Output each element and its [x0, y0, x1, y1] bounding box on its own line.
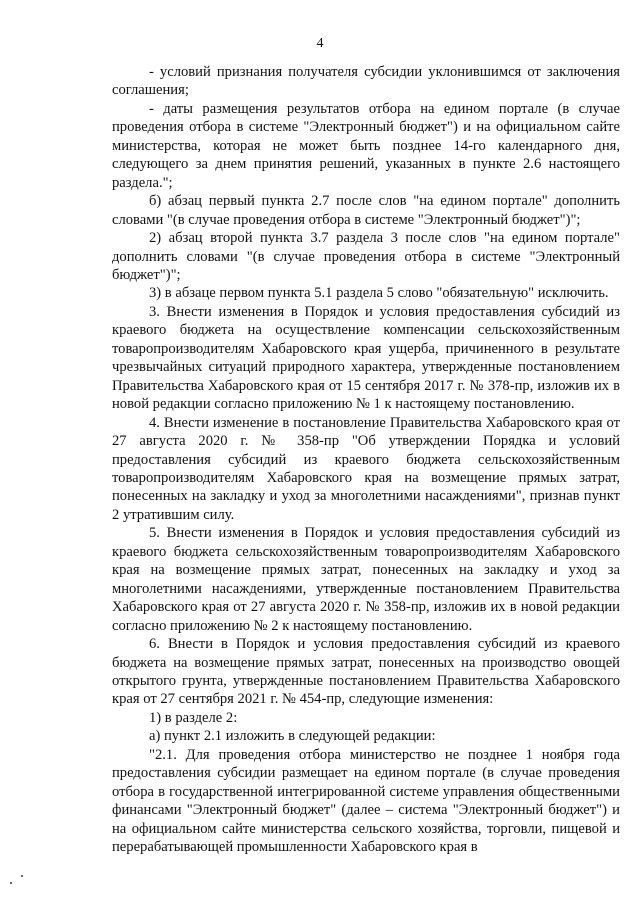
scan-dot: [10, 882, 12, 884]
document-body: [112, 63, 620, 856]
page-number: 4: [316, 36, 324, 51]
paragraph-section-4: 4. Внести изменение в постановление Правительства Хабаровского края от 27 августа 2020 г. № 358-пр "Об утверждении Порядка и условий предоставления субсидий из краевого бюджета сельскохозяйственным товаропроизводителям Хабаровского края на возмещение прямых затрат, понесенных на закладку и уход за многолетними насаждениями", признав пункт 2 утратившим силу.: [112, 414, 620, 523]
paragraph-condition-evasion: - условий признания получателя субсидии уклонившимся от заключения соглашения;: [112, 64, 620, 99]
paragraph-item-3-7: 2) абзац второй пункта 3.7 раздела 3 после слов "на едином портале" дополнить словами "(в случае проведения отбора в системе "Электронный бюджет")";: [112, 230, 620, 283]
paragraph-item-5-1: 3) в абзаце первом пункта 5.1 раздела 5 слово "обязательную" исключить.: [149, 285, 609, 302]
paragraph-section-2-heading: 1) в разделе 2:: [149, 709, 238, 726]
paragraph-section-5: 5. Внести изменения в Порядок и условия предоставления субсидий из краевого бюджета сельскохозяйственным товаропроизводителям Хабаровского края на возмещение прямых затрат, понесенных на закладку и уход за многолетними насаждениями, утвержденные постановлением Правительства Хабаровского края от 27 августа 2020 г. № 358-пр, изложив их в новой редакции согласно приложению № 2 к настоящему постановлению.: [112, 525, 620, 634]
paragraph-item-2-1-text: "2.1. Для проведения отбора министерство не позднее 1 ноября года предоставления субсидии размещает на едином портале (в случае проведения отбора в государственной интегрированной системе управления общественными финансами "Электронный бюджет" (далее – система "Электронный бюджет") и на официальном сайте министерства сельского хозяйства, торговли, пищевой и перерабатывающей промышленности Хабаровского края в: [112, 746, 620, 856]
paragraph-item-2-7: б) абзац первый пункта 2.7 после слов "на едином портале" дополнить словами "(в случае проведения отбора в системе "Электронный бюджет")";: [112, 193, 620, 228]
paragraph-section-3: 3. Внести изменения в Порядок и условия предоставления субсидий из краевого бюджета на осуществление компенсации сельскохозяйственным товаропроизводителям Хабаровского края ущерба, причиненного в результате чрезвычайных ситуаций природного характера, утвержденные постановлением Правительства Хабаровского края от 15 сентября 2017 г. № 378-пр, изложив их в новой редакции согласно приложению № 1 к настоящему постановлению.: [112, 303, 620, 413]
paragraph-results-date: - даты размещения результатов отбора на едином портале (в случае проведения отбора в системе "Электронный бюджет") и на официальном сайте министерства, которая не может быть позднее 14-го календарного дня, следующего за днем принятия решений, указанных в пункте 2.6 настоящего раздела.";: [112, 100, 620, 191]
scan-dot: [21, 875, 23, 877]
paragraph-section-6: 6. Внести в Порядок и условия предоставления субсидий из краевого бюджета на возмещение прямых затрат, понесенных на производство овощей открытого грунта, утвержденные постановлением Правительства Хабаровского края от 27 сентября 2021 г. № 454-пр, следующие изменения:: [112, 636, 620, 708]
scan-artifact: [8, 870, 32, 890]
paragraph-item-2-1-intro: а) пункт 2.1 изложить в следующей редакции:: [149, 728, 436, 745]
